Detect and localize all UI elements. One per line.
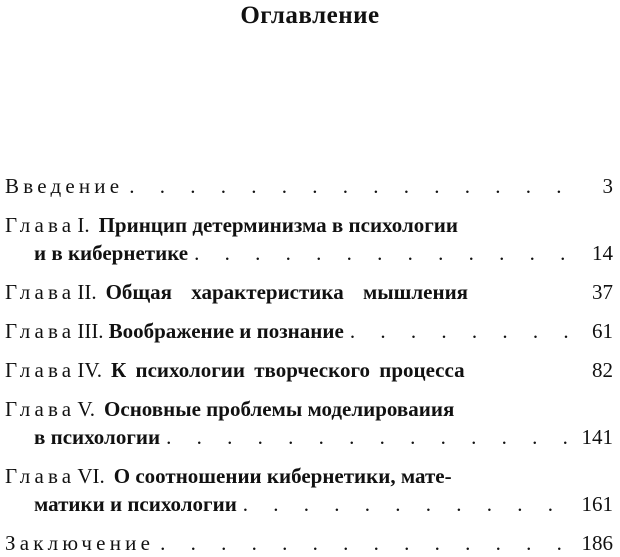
- toc-page-number: 3: [602, 174, 613, 198]
- toc-page-number: 141: [581, 425, 613, 449]
- table-of-contents: [5, 172, 613, 557]
- toc-page-number: 61: [592, 319, 613, 343]
- chapter-title: Общая характеристика мышления: [105, 280, 469, 304]
- toc-page-number: 186: [581, 531, 613, 555]
- chapter-label: Глава: [5, 319, 76, 343]
- chapter-label: Глава: [5, 397, 76, 421]
- toc-entry-introduction[interactable]: [5, 172, 613, 200]
- toc-entry-label: Заключение: [5, 531, 155, 555]
- chapter-label: Глава: [5, 213, 76, 237]
- toc-page-number: 82: [592, 358, 613, 382]
- dot-leader: [194, 239, 579, 267]
- toc-entry-label: Введение: [5, 174, 124, 198]
- chapter-number: I.: [77, 213, 90, 237]
- chapter-label: Глава: [5, 464, 76, 488]
- chapter-number: IV.: [77, 358, 103, 382]
- toc-entry-chapter-2[interactable]: [5, 278, 613, 306]
- dot-leader: [160, 529, 575, 557]
- toc-page-number: 14: [592, 241, 613, 265]
- toc-entry-chapter-1[interactable]: [5, 211, 613, 267]
- chapter-label: Глава: [5, 280, 76, 304]
- chapter-title-line-1: Основные проблемы моделироваиия: [104, 397, 455, 421]
- chapter-title: К психологии творческого процесса: [111, 358, 465, 382]
- chapter-title-line-1: Принцип детерминизма в психологии: [98, 213, 458, 237]
- dot-leader: [350, 317, 579, 345]
- toc-page-number: 161: [581, 492, 613, 516]
- chapter-title-line-2: в психологии: [34, 425, 161, 449]
- chapter-number: II.: [77, 280, 97, 304]
- toc-entry-chapter-6[interactable]: [5, 462, 613, 518]
- page-title: Оглавление: [240, 2, 380, 29]
- chapter-title-line-2: и в кибернетике: [34, 241, 189, 265]
- dot-leader: [166, 423, 575, 451]
- toc-entry-conclusion[interactable]: [5, 529, 613, 557]
- chapter-title-line-1: О соотношении кибернетики, мате-: [113, 464, 452, 488]
- chapter-title: Воображение и познание: [108, 319, 344, 343]
- dot-leader: [129, 172, 579, 200]
- chapter-number: III.: [77, 319, 104, 343]
- chapter-number: V.: [77, 397, 96, 421]
- dot-leader: [243, 490, 576, 518]
- toc-entry-chapter-3[interactable]: [5, 317, 613, 345]
- chapter-number: VI.: [77, 464, 105, 488]
- chapter-label: Глава: [5, 358, 76, 382]
- chapter-title-line-2: матики и психологии: [34, 492, 237, 516]
- toc-page-number: 37: [592, 280, 613, 304]
- toc-entry-chapter-5[interactable]: [5, 395, 613, 451]
- toc-entry-chapter-4[interactable]: [5, 356, 613, 384]
